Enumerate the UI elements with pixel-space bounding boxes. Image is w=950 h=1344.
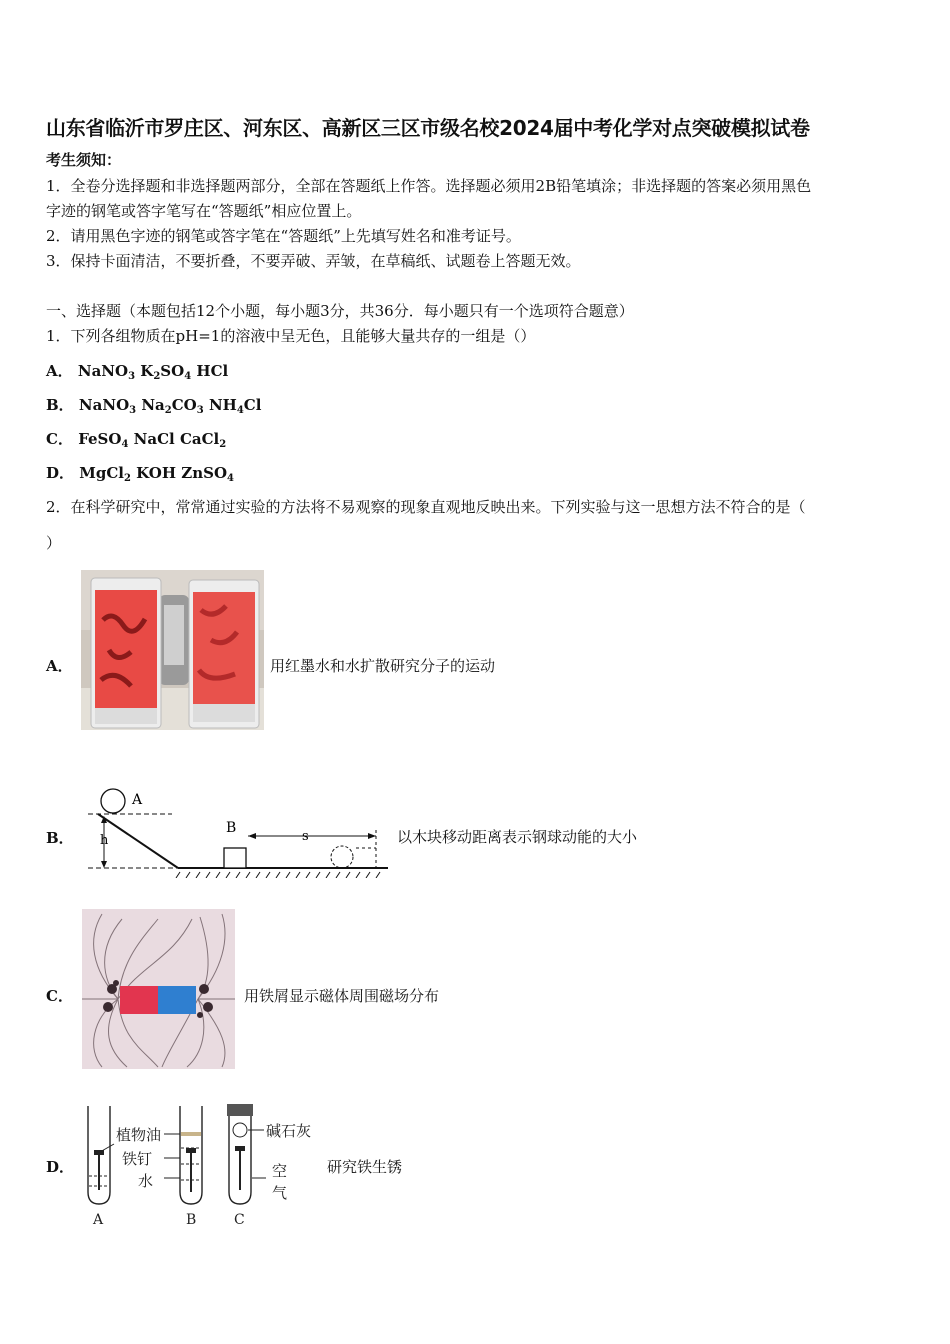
page-title: 山东省临沂市罗庄区、河东区、高新区三区市级名校2024届中考化学对点突破模拟试卷 bbox=[46, 116, 810, 140]
ink-diffusion-photo bbox=[81, 570, 264, 730]
question-1-stem: 1．下列各组物质在pH=1的溶液中呈无色，且能够大量共存的一组是（） bbox=[46, 327, 536, 345]
air-label-1: 空 bbox=[272, 1162, 288, 1180]
oil-label: 植物油 bbox=[116, 1126, 162, 1144]
nail-label: 铁钉 bbox=[122, 1150, 153, 1168]
block-label: B bbox=[226, 820, 237, 836]
question-2-stem-cont: ） bbox=[46, 534, 62, 552]
q1-option-b: B． NaNO$_3$ $Na_2CO_3$ $NH_4Cl$ bbox=[46, 396, 262, 416]
ball-label: A bbox=[132, 792, 143, 808]
q2-option-b-label: B． bbox=[46, 829, 74, 847]
kinetic-energy-diagram bbox=[80, 786, 395, 878]
question-2-stem: 2．在科学研究中，常常通过实验的方法将不易观察的现象直观地反映出来。下列实验与这一思想方法不符合的是（ bbox=[46, 498, 806, 516]
tube-b-label: B bbox=[186, 1212, 197, 1228]
section-heading: 一、选择题（本题包括12个小题，每小题3分，共36分．每小题只有一个选项符合题意） bbox=[46, 302, 634, 320]
q2-option-c-caption: 用铁屑显示磁体周围磁场分布 bbox=[244, 987, 440, 1005]
notice-item: 字迹的钢笔或答字笔写在“答题纸”相应位置上。 bbox=[46, 202, 362, 220]
tube-a-label: A bbox=[93, 1212, 104, 1228]
tube-c-label: C bbox=[234, 1212, 245, 1228]
q2-option-c-label: C． bbox=[46, 987, 73, 1005]
q2-option-a-caption: 用红墨水和水扩散研究分子的运动 bbox=[270, 657, 496, 675]
q1-option-a: A． NaNO$_3$ $K_2SO_4$ HCl bbox=[46, 362, 229, 382]
iron-rust-test-tubes bbox=[80, 1100, 325, 1232]
q2-option-d-caption: 研究铁生锈 bbox=[327, 1158, 403, 1176]
notice-heading: 考生须知： bbox=[46, 151, 122, 169]
q2-option-a-label: A． bbox=[46, 657, 73, 675]
q1-option-d: D． MgCl$_2$ KOH ZnSO$_4$ bbox=[46, 464, 234, 484]
height-label: h bbox=[100, 833, 109, 848]
distance-label: s bbox=[302, 829, 309, 844]
q2-option-b-caption: 以木块移动距离表示钢球动能的大小 bbox=[397, 828, 638, 846]
magnet-iron-filings-photo bbox=[82, 909, 235, 1069]
lime-label: 碱石灰 bbox=[266, 1122, 312, 1140]
notice-item: 3．保持卡面清洁，不要折叠，不要弄破、弄皱，在草稿纸、试题卷上答题无效。 bbox=[46, 252, 581, 270]
q1-option-c: C． FeSO$_4$ NaCl CaCl$_2$ bbox=[46, 430, 227, 450]
air-label-2: 气 bbox=[272, 1184, 288, 1202]
notice-item: 1．全卷分选择题和非选择题两部分，全部在答题纸上作答。选择题必须用2B铅笔填涂；非选择题的答案必须用黑色 bbox=[46, 177, 812, 195]
water-label: 水 bbox=[138, 1172, 154, 1190]
q2-option-d-label: D． bbox=[46, 1158, 75, 1176]
notice-item: 2．请用黑色字迹的钢笔或答字笔在“答题纸”上先填写姓名和准考证号。 bbox=[46, 227, 521, 245]
